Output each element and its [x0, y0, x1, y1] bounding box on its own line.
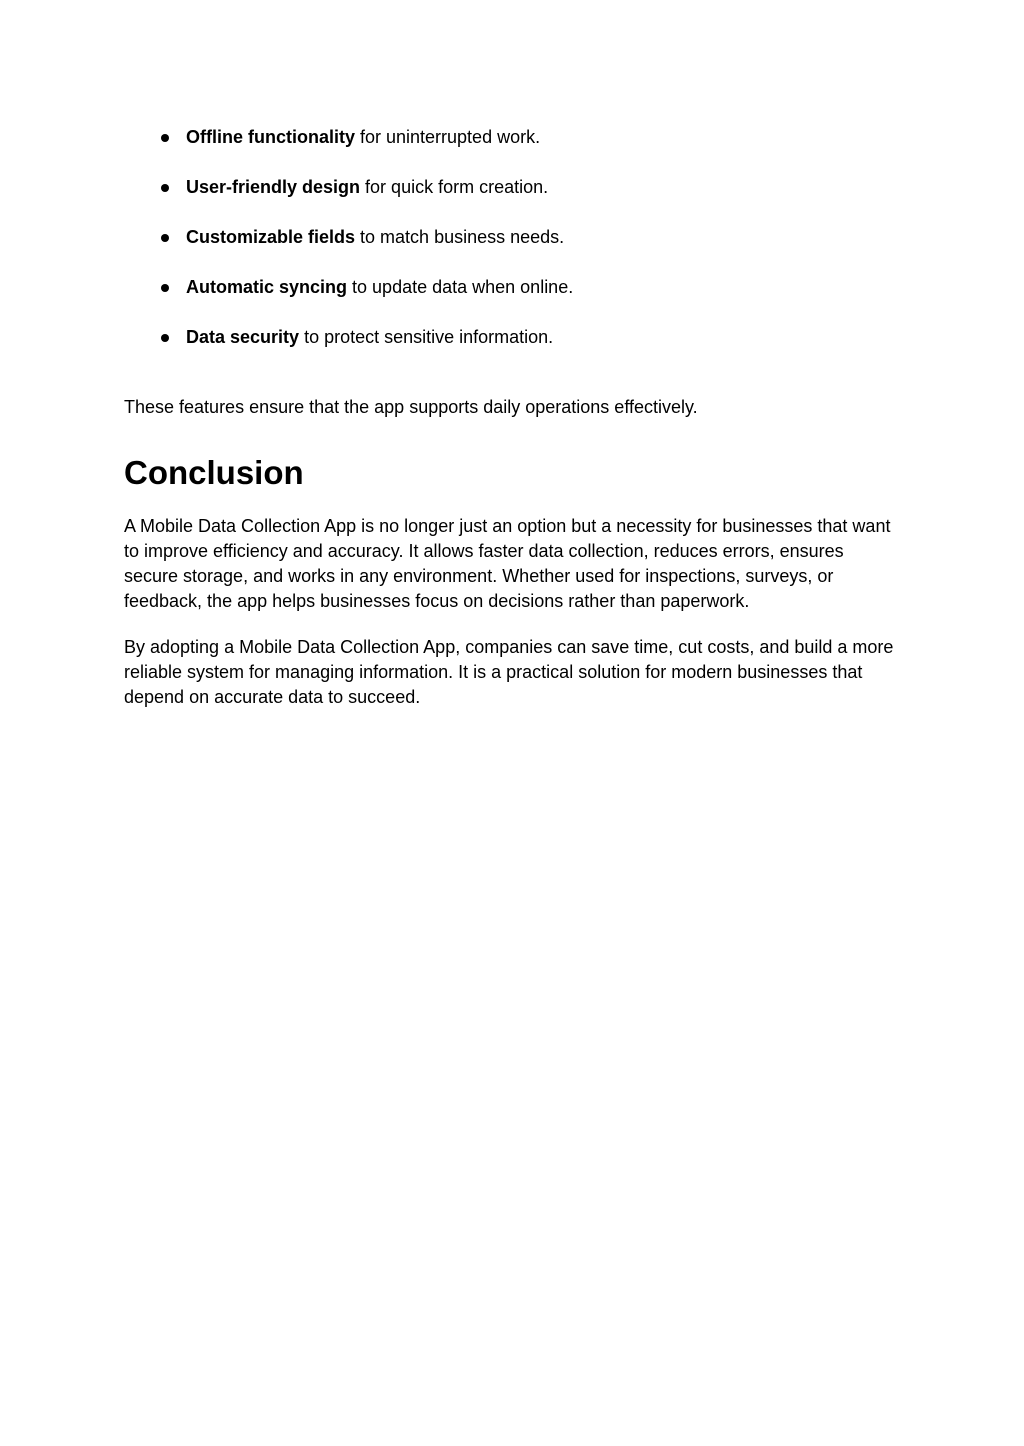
bullet-rest-text: to match business needs. — [355, 227, 565, 247]
conclusion-paragraph-1: A Mobile Data Collection App is no longer just an option but a necessity for businesses that want to improve efficiency and accuracy. It allows faster data collection, reduces errors, ensures secure storage, and works in any environment. Whether used for inspections, surveys, or feedback, the app helps businesses focus on decisions rather than paperwork. — [124, 516, 891, 611]
list-item — [124, 275, 900, 300]
feature-bullet-list — [124, 125, 900, 350]
bullet-lead-text: User-friendly design — [186, 177, 361, 197]
list-item — [124, 125, 900, 150]
bullet-rest-text: to update data when online. — [347, 277, 574, 297]
bullet-rest-text: for quick form creation. — [360, 177, 549, 197]
list-item — [124, 175, 900, 200]
bullet-icon — [161, 134, 169, 142]
list-item — [124, 225, 900, 250]
list-item — [124, 325, 900, 350]
bullet-lead-text: Data security — [186, 327, 300, 347]
features-summary-paragraph: These features ensure that the app supports daily operations effectively. — [124, 397, 698, 417]
conclusion-paragraph-2: By adopting a Mobile Data Collection App, companies can save time, cut costs, and build a more reliable system for managing information. It is a practical solution for modern businesses that depend on accurate data to succeed. — [124, 637, 894, 707]
bullet-rest-text: for uninterrupted work. — [355, 127, 541, 147]
bullet-icon — [161, 184, 169, 192]
bullet-lead-text: Offline functionality — [186, 127, 355, 147]
bullet-icon — [161, 334, 169, 342]
bullet-icon — [161, 234, 169, 242]
bullet-lead-text: Customizable fields — [186, 227, 356, 247]
bullet-rest-text: to protect sensitive information. — [299, 327, 554, 347]
bullet-lead-text: Automatic syncing — [186, 277, 348, 297]
conclusion-heading: Conclusion — [124, 454, 304, 491]
bullet-icon — [161, 284, 169, 292]
